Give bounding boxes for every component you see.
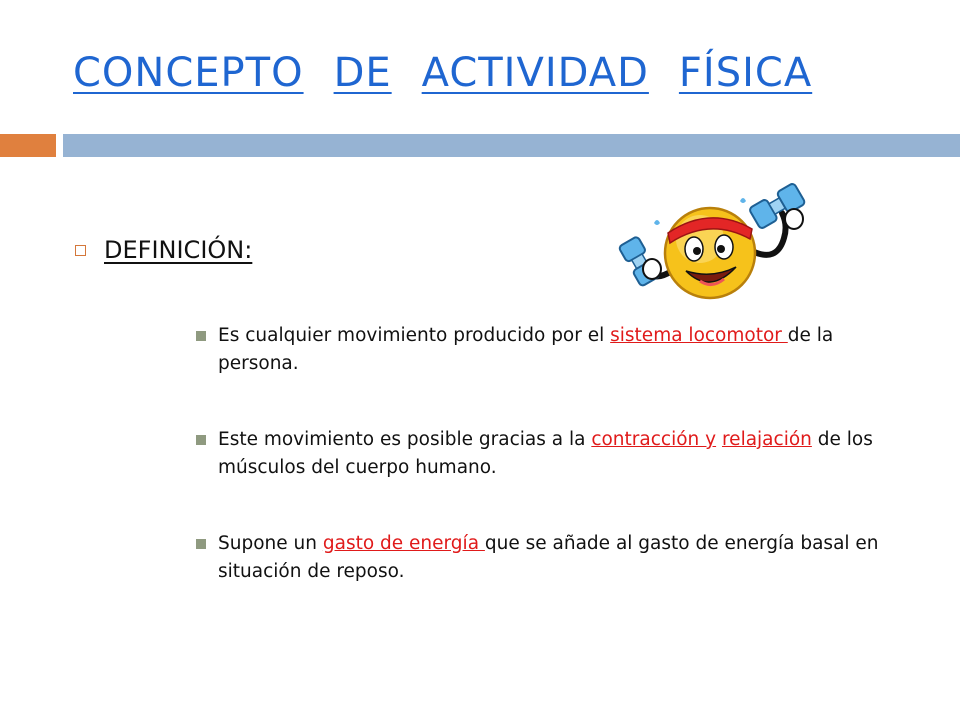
- title-word: FÍSICA: [678, 50, 813, 96]
- smiley-exercise-icon: [612, 183, 832, 313]
- bullet-text: de los músculos del cuerpo humano.: [218, 429, 873, 478]
- title-word: DE: [333, 50, 392, 96]
- bullet-text: Este movimiento es posible gracias a la: [218, 429, 592, 450]
- bullet-text: Supone un: [218, 533, 323, 554]
- definition-bullet-list: [196, 322, 916, 634]
- section-heading: [75, 236, 252, 264]
- keyword: contracción y: [591, 429, 717, 450]
- keyword: gasto de energía: [322, 533, 485, 554]
- accent-bar-orange: [0, 134, 56, 157]
- square-bullet-icon: [196, 435, 206, 445]
- section-label: DEFINICIÓN:: [104, 236, 253, 264]
- bullet-text: que se añade al gasto de energía basal en situación de reposo.: [218, 533, 879, 582]
- slide-title: [73, 50, 812, 96]
- accent-bar-blue: [63, 134, 960, 157]
- list-item: [196, 426, 916, 482]
- keyword: relajación: [721, 429, 812, 450]
- bullet-text: Es cualquier movimiento producido por el: [218, 325, 611, 346]
- square-bullet-icon: [196, 539, 206, 549]
- title-word: ACTIVIDAD: [421, 50, 649, 96]
- square-bullet-icon: [196, 331, 206, 341]
- keyword: sistema locomotor: [610, 325, 788, 346]
- list-item: [196, 530, 916, 586]
- hollow-square-bullet-icon: [75, 245, 86, 256]
- title-word: CONCEPTO: [73, 50, 304, 96]
- list-item: [196, 322, 916, 378]
- bullet-text: de la persona.: [218, 325, 834, 374]
